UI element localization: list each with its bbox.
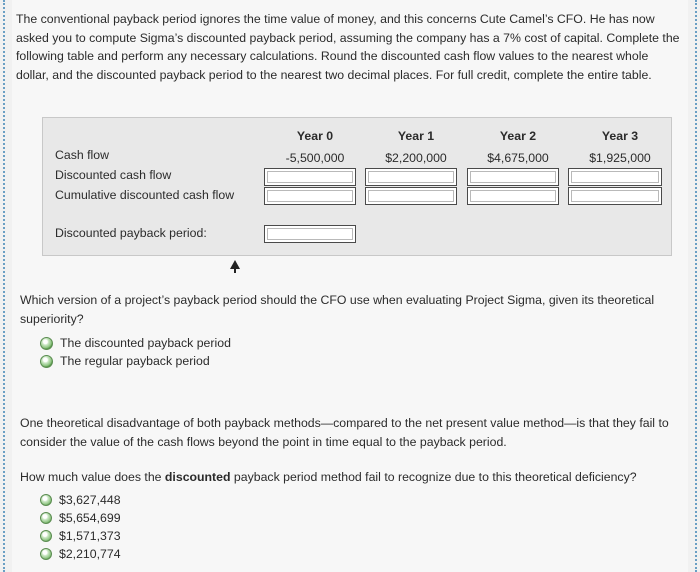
mouse-cursor-tail <box>234 268 236 273</box>
left-dotted-border <box>3 0 6 572</box>
intro-paragraph: The conventional payback period ignores the time value of money, and this concerns Cute Camel’s CFO. He has now asked you to compute Sigma’s discounted payback period, assuming the company has a 7% cost of capital. Complete the following table and perform any necessary calculations. Round the discounted cash flow values to the nearest whole dollar, and the discounted payback period to the nearest two decimal places. For full credit, complete the entire table. <box>16 12 680 82</box>
cash-flow-label: Cash flow <box>55 148 109 162</box>
q1-option-label: The regular payback period <box>60 354 210 368</box>
radio-icon[interactable] <box>40 512 52 524</box>
discounted-cf-year-0-input[interactable] <box>264 168 356 186</box>
cash-flow-year-0: -5,500,000 <box>285 151 345 165</box>
cumulative-year-2-input[interactable] <box>467 187 559 205</box>
discounted-cash-flow-label: Discounted cash flow <box>55 168 172 182</box>
cash-flow-year-1: $2,200,000 <box>385 151 447 165</box>
header-year-0: Year 0 <box>296 129 334 143</box>
q1-option-label: The discounted payback period <box>60 336 231 350</box>
radio-icon[interactable] <box>40 494 52 506</box>
q2-option-3[interactable] <box>40 527 121 545</box>
discounted-cf-year-1-input[interactable] <box>365 168 457 186</box>
q1-option-regular[interactable] <box>40 352 210 370</box>
q2-option-label: $1,571,373 <box>59 529 121 543</box>
cumulative-year-3-input[interactable] <box>568 187 662 205</box>
question-content <box>12 0 688 572</box>
q2-option-label: $3,627,448 <box>59 493 121 507</box>
radio-icon[interactable] <box>40 355 53 368</box>
question-2-prefix: How much value does the <box>20 470 165 484</box>
payback-period-input[interactable] <box>264 225 356 243</box>
question-2-suffix: payback period method fail to recognize due to this theoretical deficiency? <box>230 470 637 484</box>
cash-flow-year-3: $1,925,000 <box>589 151 651 165</box>
q2-option-label: $2,210,774 <box>59 547 121 561</box>
cumulative-year-1-input[interactable] <box>365 187 457 205</box>
cash-flow-year-2: $4,675,000 <box>487 151 549 165</box>
discounted-cf-year-2-input[interactable] <box>467 168 559 186</box>
q2-option-4[interactable] <box>40 545 121 563</box>
header-year-1: Year 1 <box>397 129 435 143</box>
payback-table-panel <box>42 117 672 256</box>
header-year-2: Year 2 <box>499 129 537 143</box>
q2-option-label: $5,654,699 <box>59 511 121 525</box>
radio-icon[interactable] <box>40 530 52 542</box>
q1-option-discounted[interactable] <box>40 334 231 352</box>
cumulative-year-0-input[interactable] <box>264 187 356 205</box>
radio-icon[interactable] <box>40 548 52 560</box>
question-1-text: Which version of a project’s payback period should the CFO use when evaluating Project Sigma, given its theoretical superiority? <box>20 293 655 326</box>
header-year-3: Year 3 <box>601 129 639 143</box>
discounted-cf-year-3-input[interactable] <box>568 168 662 186</box>
q2-option-1[interactable] <box>40 491 121 509</box>
cumulative-cash-flow-label: Cumulative discounted cash flow <box>55 188 235 202</box>
question-2-bold: discounted <box>164 470 231 484</box>
theoretical-disadvantage-statement: One theoretical disadvantage of both payback methods—compared to the net present value method—is that they fail to consider the value of the cash flows beyond the point in time equal to the payback period. <box>20 416 669 449</box>
radio-icon[interactable] <box>40 337 53 350</box>
q2-option-2[interactable] <box>40 509 121 527</box>
question-2-text <box>20 468 684 487</box>
right-dotted-border <box>694 0 697 572</box>
payback-period-label: Discounted payback period: <box>55 226 207 240</box>
